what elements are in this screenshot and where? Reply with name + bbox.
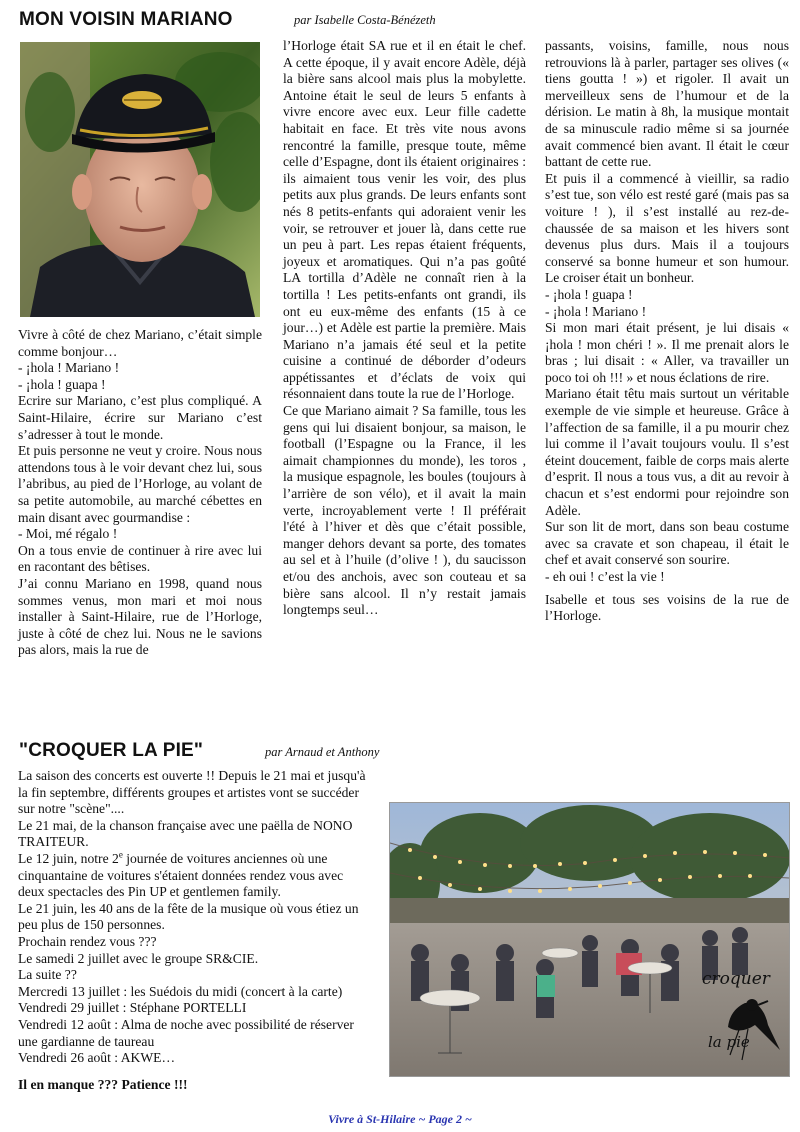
- paragraph: Vendredi 12 août : Alma de noche avec possibilité de réserver une gardianne de taureau: [18, 1016, 354, 1049]
- paragraph: Si mon mari était présent, je lui disais « ¡hola ! mon chéri ! ». Il me prenait alors le bras ; lui disait : « Aller, va travailler un poco toi oh !!! » et nous éclations de rire.: [545, 320, 789, 385]
- article1-column-3: [545, 38, 789, 625]
- article1-column-2: [283, 38, 526, 619]
- paragraph: On a tous envie de continuer à rire avec lui en racontant des bêtises.: [18, 542, 262, 575]
- logo-text-croquer: croquer: [702, 969, 770, 989]
- paragraph: Vivre à côté de chez Mariano, c’était simple comme bonjour…: [18, 327, 262, 359]
- paragraph: Le 21 juin, les 40 ans de la fête de la musique où vous étiez un peu plus de 150 personnes.: [18, 900, 359, 933]
- paragraph: l’Horloge était SA rue et il en était le chef. A cette époque, il y avait encore Adèle, déjà la bière sans alcool mais plus la mobylette. Antoine était le seul de leurs 5 enfants à vivre encore avec eux. Leur fille cadette habitait en face. Et très vite nous avons rencontré la famille, presque toute, même celle d’Espagne, dont ils étaient originaires : ils aimaient tous venir les voir, des plus petits aux plus grands. De leurs enfants sont nés 8 petits-enfants qui adoraient venir les voir, se retrouver et jouer là, dans cette rue un peu à part. Les repas étaient fréquents, joyeux et aromatiques. Qui n’a pas goûté LA tortilla d’Adèle ne connaît rien à la tortilla ! Les petits-enfants ont grandi, ils ont eu eux-même des enfants (15 à ce jour…) et Adèle est partie la première. Mais Mariano n’a jamais été seul et la petite cuisine a continué de déborder d’odeurs appétissantes et d’éclats de voix qui résonnaient dans toute la rue de l’Horloge.: [283, 38, 526, 402]
- paragraph: Et puis personne ne veut y croire. Nous nous attendons tous à le voir devant chez lui, sous l’abribus, au pied de l’Horloge, au volant de sa petite automobile, au marché cébettes en main disant avec gourmandise :: [18, 443, 262, 525]
- paragraph: Vendredi 29 juillet : Stéphane PORTELLI: [18, 1000, 247, 1016]
- paragraph: La suite ??: [18, 967, 77, 983]
- paragraph: Mariano était têtu mais surtout un véritable exemple de vie simple et heureuse. Grâce à l’affection de sa famille, il a pu mourir chez lui comme il l’avait toujours voulu. Il s’est éteint doucement, faible de corps mais alerte d’esprit. Il nous a tous vus, a dit au revoir à chacun et s’est endormi pour rejoindre son Adèle.: [545, 386, 789, 518]
- paragraph: - ¡hola ! Mariano !: [545, 303, 647, 319]
- paragraph: Mercredi 13 juillet : les Suédois du midi (concert à la carte): [18, 983, 343, 999]
- paragraph: - ¡hola ! guapa !: [545, 286, 633, 302]
- paragraph: Ce que Mariano aimait ? Sa famille, tous les gens qui lui disaient bonjour, sa maison, le football (l’Espagne ou la France, il les aimait championnes du monde), les toros , la musique espagnole, les boules (toujours à l’arrière de son vélo), et il avait la main verte, incroyablement verte ! Il préférait l'été à l’hiver et dès que c’était possible, manger dehors devant sa porte, des tomates au sel et à l’huile (d’olive ! ), du saucisson et/ou des anchois, avec son couteau et sa bière sans alcool. Il n’y restait jamais longtemps seul…: [283, 403, 526, 618]
- paragraph: Sur son lit de mort, dans son beau costume avec sa cravate et son chapeau, il était le chef et avait conservé son sourire.: [545, 519, 789, 568]
- paragraph: Prochain rendez vous ???: [18, 933, 157, 949]
- article1-signoff: Isabelle et tous ses voisins de la rue de l’Horloge.: [545, 591, 789, 624]
- paragraph: Vendredi 26 août : AKWE…: [18, 1050, 176, 1066]
- paragraph: passants, voisins, famille, nous nous retrouvions là à parler, partager ses olives (« tiens goutta ! ») et rigoler. Il avait un merveilleux sens de l’humour et de la dérision. Le matin à 8h, la musique montait de sa minuscule radio même si sa journée avait commencé bien avant. Il était le cœur battant de cette rue.: [545, 38, 789, 170]
- paragraph: - ¡hola ! guapa !: [18, 376, 106, 392]
- paragraph: - eh oui ! c’est la vie !: [545, 569, 665, 584]
- paragraph: Le 12 juin, notre 2e journée de voitures anciennes où une cinquantaine de voitures s'étaient données rendez vous avec deux spectacles des Pin UP et gentlemen family.: [18, 849, 344, 900]
- croquer-la-pie-logo: [700, 965, 790, 1065]
- paragraph: La saison des concerts est ouverte !! Depuis le 21 mai et jusqu'à la fin septembre, différents groupes et artistes vont se succéder sur notre "scène"....: [18, 768, 366, 817]
- article1-column-1: [18, 327, 262, 659]
- article1-title: MON VOISIN MARIANO: [19, 9, 233, 30]
- paragraph: Ecrire sur Mariano, c’est plus compliqué. A Saint-Hilaire, écrire sur Mariano c’est s’adresser à tout le monde.: [18, 393, 262, 442]
- article2-byline: par Arnaud et Anthony: [265, 745, 380, 759]
- article1-byline: par Isabelle Costa-Bénézeth: [294, 13, 436, 27]
- page-footer: Vivre à St-Hilaire ~ Page 2 ~: [328, 1112, 472, 1126]
- paragraph: - ¡hola ! Mariano !: [18, 360, 120, 376]
- paragraph: Et puis il a commencé à vieillir, sa radio s’est tue, son vélo est resté garé (mais pas sa voiture ! ), il s’est installé au rez-de-chaussée de sa maison et les hivers sont devenus plus durs. Mais il a toujours conservé sa bonne humeur et son humour. Le croiser était un bonheur.: [545, 170, 789, 286]
- paragraph: - Moi, mé régalo !: [18, 526, 118, 542]
- portrait-photo: [20, 42, 260, 317]
- article2-body: [18, 768, 370, 1093]
- paragraph: Le 21 mai, de la chanson française avec une paëlla de NONO TRAITEUR.: [18, 817, 353, 850]
- paragraph: J’ai connu Mariano en 1998, quand nous sommes venus, mon mari et moi nous installer à Saint-Hilaire, rue de l’Horloge, juste à côté de chez lui. Nous ne le savions pas alors, mais la rue de: [18, 575, 262, 658]
- paragraph: Le samedi 2 juillet avec le groupe SR&CIE.: [18, 950, 259, 966]
- article2-closing: Il en manque ??? Patience !!!: [18, 1076, 188, 1092]
- article2-title: "CROQUER LA PIE": [19, 740, 204, 761]
- logo-text-la-pie: la pie: [708, 1033, 750, 1051]
